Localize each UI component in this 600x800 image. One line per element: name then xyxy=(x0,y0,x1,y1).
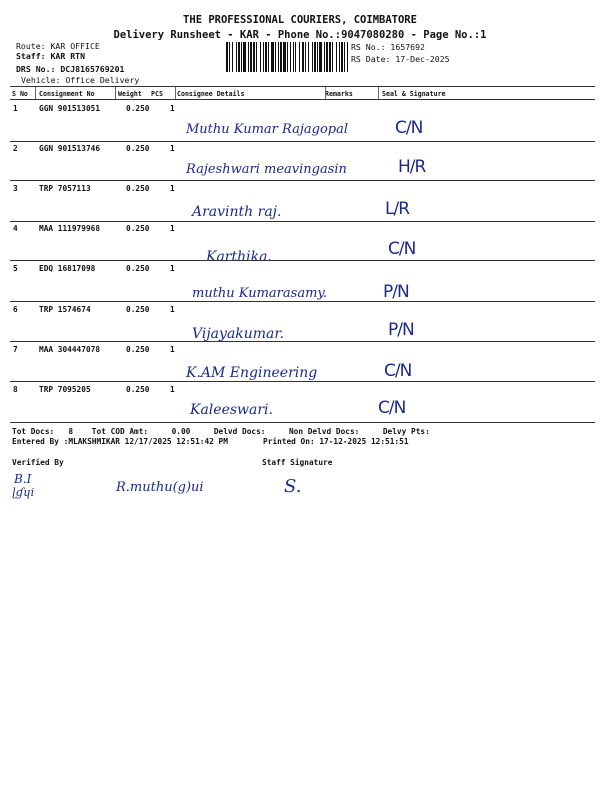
row-6-pcs: 1 xyxy=(170,305,175,314)
row-4-seal: C/N xyxy=(388,239,416,259)
row-1-pcs: 1 xyxy=(170,104,175,113)
col-header-consignee: Consignee Details xyxy=(177,90,245,98)
row-divider xyxy=(10,141,595,142)
totals-line: Tot Docs: 8 Tot COD Amt: 0.00 Delvd Docs: Non Delvd Docs: Delvy Pts: xyxy=(12,427,430,436)
row-2-pcs: 1 xyxy=(170,144,175,153)
row-8-seal: C/N xyxy=(378,398,406,418)
row-divider xyxy=(10,221,595,222)
verifier-initials: B.I xyxy=(14,472,32,486)
row-4-consignee: Karthika. xyxy=(206,249,272,265)
row-6-consignment: TRP 1574674 xyxy=(39,305,91,314)
col-divider xyxy=(325,87,326,99)
row-8-sno: 8 xyxy=(13,385,18,394)
row-1-consignment: GGN 901513051 xyxy=(39,104,101,113)
col-header-seal: Seal & Signature xyxy=(382,90,446,98)
row-6-consignee: Vijayakumar. xyxy=(192,326,285,342)
rs-date: RS Date: 17-Dec-2025 xyxy=(351,54,450,64)
row-6-weight: 0.250 xyxy=(126,305,150,314)
table-header-rule xyxy=(10,99,595,100)
row-5-weight: 0.250 xyxy=(126,264,150,273)
col-header-weight: Weight xyxy=(118,90,142,98)
row-7-weight: 0.250 xyxy=(126,345,150,354)
row-1-sno: 1 xyxy=(13,104,18,113)
vehicle-label: Vehicle: Office Delivery xyxy=(21,75,140,85)
row-1-weight: 0.250 xyxy=(126,104,150,113)
col-divider xyxy=(35,87,36,99)
row-4-consignment: MAA 111979968 xyxy=(39,224,101,233)
row-4-sno: 4 xyxy=(13,224,18,233)
verifier-signature-mark: ɭɠɥi xyxy=(12,486,35,499)
row-3-seal: L/R xyxy=(385,199,410,219)
staff-signature: S. xyxy=(284,476,302,497)
col-divider xyxy=(115,87,116,99)
col-header-consignment: Consignment No xyxy=(39,90,95,98)
row-5-sno: 5 xyxy=(13,264,18,273)
row-5-consignment: EDQ 16817098 xyxy=(39,264,96,273)
row-7-pcs: 1 xyxy=(170,345,175,354)
printed-on: Printed On: 17-12-2025 12:51:51 xyxy=(263,437,409,446)
row-7-seal: C/N xyxy=(384,361,412,381)
row-5-consignee: muthu Kumarasamy. xyxy=(192,286,328,301)
row-divider xyxy=(10,381,595,382)
route-label: Route: KAR OFFICE xyxy=(16,41,100,51)
staff-signature-label: Staff Signature xyxy=(262,458,333,467)
drs-number: DRS No.: DCJ8165769201 xyxy=(16,64,125,74)
row-2-consignment: GGN 901513746 xyxy=(39,144,101,153)
row-1-consignee: Muthu Kumar Rajagopal xyxy=(186,122,349,137)
col-header-pcs: PCS xyxy=(151,90,163,98)
document-subtitle: Delivery Runsheet - KAR - Phone No.:9047080280 - Page No.:1 xyxy=(113,29,487,41)
row-5-seal: P/N xyxy=(383,282,409,302)
col-header-sno: S No xyxy=(12,90,28,98)
row-5-pcs: 1 xyxy=(170,264,175,273)
row-divider xyxy=(10,180,595,181)
row-4-weight: 0.250 xyxy=(126,224,150,233)
row-6-sno: 6 xyxy=(13,305,18,314)
row-1-seal: C/N xyxy=(395,118,423,138)
row-8-weight: 0.250 xyxy=(126,385,150,394)
row-7-consignment: MAA 304447078 xyxy=(39,345,101,354)
verifier-signature: R.muthu(g)ui xyxy=(116,480,204,495)
document-title: THE PROFESSIONAL COURIERS, COIMBATORE xyxy=(183,14,417,26)
table-top-rule xyxy=(10,86,595,87)
staff-label: Staff: KAR RTN xyxy=(16,51,86,61)
row-4-pcs: 1 xyxy=(170,224,175,233)
row-divider xyxy=(10,341,595,342)
col-divider xyxy=(378,87,379,99)
row-2-seal: H/R xyxy=(398,157,426,177)
col-divider xyxy=(175,87,176,99)
row-3-consignee: Aravinth raj. xyxy=(192,204,282,220)
row-3-consignment: TRP 7057113 xyxy=(39,184,91,193)
row-divider xyxy=(10,260,595,261)
row-7-consignee: K.AM Engineering xyxy=(186,365,318,381)
row-2-sno: 2 xyxy=(13,144,18,153)
row-7-sno: 7 xyxy=(13,345,18,354)
barcode xyxy=(226,42,348,72)
col-header-remarks: Remarks xyxy=(325,90,353,98)
row-3-pcs: 1 xyxy=(170,184,175,193)
row-divider xyxy=(10,301,595,302)
rs-number: RS No.: 1657692 xyxy=(351,42,425,52)
row-3-weight: 0.250 xyxy=(126,184,150,193)
row-2-weight: 0.250 xyxy=(126,144,150,153)
row-8-consignee: Kaleeswari. xyxy=(190,402,273,418)
row-3-sno: 3 xyxy=(13,184,18,193)
entered-by: Entered By :MLAKSHMIKAR 12/17/2025 12:51:42 PM xyxy=(12,437,228,446)
row-2-consignee: Rajeshwari meavingasin xyxy=(186,162,347,177)
row-6-seal: P/N xyxy=(388,320,414,340)
table-bottom-rule xyxy=(10,422,595,423)
row-8-consignment: TRP 7095205 xyxy=(39,385,91,394)
verified-by-label: Verified By xyxy=(12,458,64,467)
row-8-pcs: 1 xyxy=(170,385,175,394)
